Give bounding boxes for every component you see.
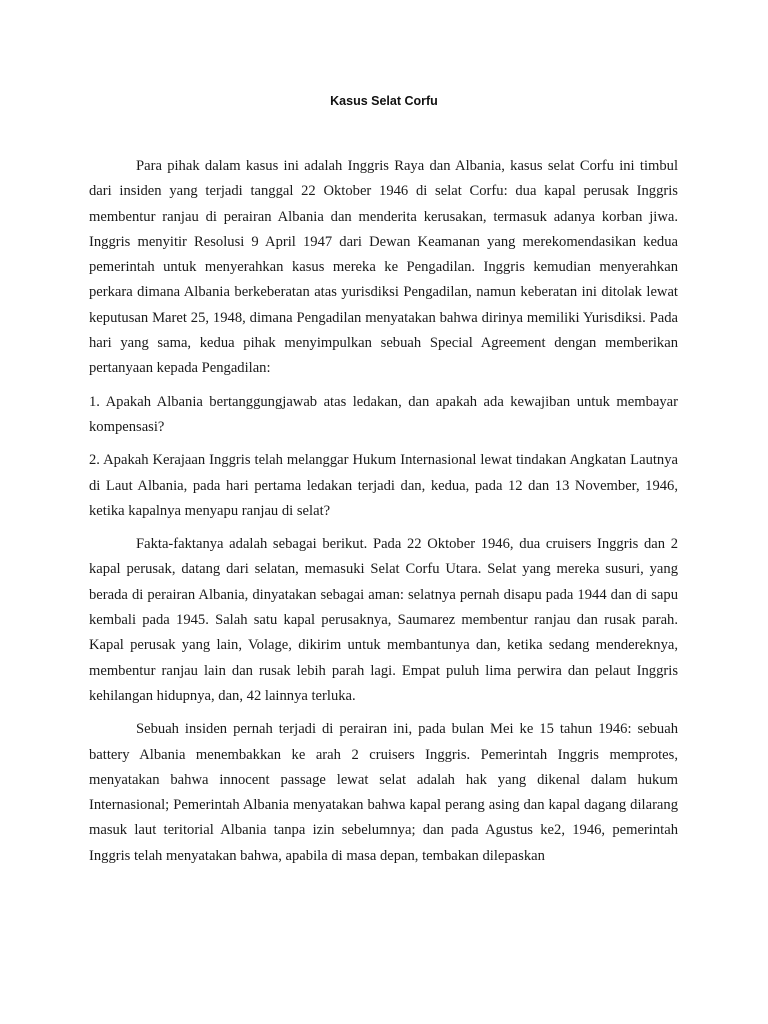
paragraph-question-1: 1. Apakah Albania bertanggungjawab atas ledakan, dan apakah ada kewajiban untuk membayar kompensasi? xyxy=(89,393,678,435)
paragraph-question-2: 2. Apakah Kerajaan Inggris telah melanggar Hukum Internasional lewat tindakan Angkatan Lautnya di Laut Albania, pada hari pertama ledakan terjadi dan, kedua, pada 12 dan 13 November, 1946, ketika kapalnya menyapu ranjau di selat? xyxy=(89,452,678,519)
document-title: Kasus Selat Corfu xyxy=(330,94,438,108)
paragraph-intro: Para pihak dalam kasus ini adalah Inggris Raya dan Albania, kasus selat Corfu ini timbul dari insiden yang terjadi tanggal 22 Oktober 1946 di selat Corfu: dua kapal perusak Inggris membentur ranjau di perairan Albania dan menderita kerusakan, termasuk adanya korban jiwa. Inggris menyitir Resolusi 9 April 1947 dari Dewan Keamanan yang merekomendasikan kedua pemerintah untuk menyerahkan kasus mereka ke Pengadilan. Inggris kemudian menyerahkan perkara dimana Albania berkeberatan atas yurisdiksi Pengadilan, namun keberatan ini ditolak lewat keputusan Maret 25, 1948, dimana Pengadilan menyatakan bahwa dirinya memiliki Yurisdiksi. Pada hari yang sama, kedua pihak menyimpulkan sebuah Special Agreement dengan memberikan pertanyaan kepada Pengadilan: xyxy=(89,158,678,377)
document-body xyxy=(89,154,678,869)
paragraph-incident: Sebuah insiden pernah terjadi di perairan ini, pada bulan Mei ke 15 tahun 1946: sebuah battery Albania menembakkan ke arah 2 cruisers Inggris. Pemerintah Inggris memprotes, menyatakan bahwa innocent passage lewat selat adalah hak yang dikenal dalam hukum Internasional; Pemerintah Albania menyatakan bahwa kapal perang asing dan kapal dagang dilarang masuk laut teritorial Albania tanpa izin sebelumnya; dan pada Agustus ke2, 1946, pemerintah Inggris telah menyatakan bahwa, apabila di masa depan, tembakan dilepaskan xyxy=(89,721,678,864)
paragraph-facts: Fakta-faktanya adalah sebagai berikut. Pada 22 Oktober 1946, dua cruisers Inggris dan 2 kapal perusak, datang dari selatan, memasuki Selat Corfu Utara. Selat yang mereka susuri, yang berada di perairan Albania, dinyatakan sebagai aman: selatnya pernah disapu pada 1944 dan di sapu kembali pada 1945. Salah satu kapal perusaknya, Saumarez membentur ranjau dan rusak parah. Kapal perusak yang lain, Volage, dikirim untuk membantunya dan, ketika sedang mendereknya, membentur ranjau lain dan rusak lebih parah lagi. Empat puluh lima perwira dan pelaut Inggris kehilangan hidupnya, dan, 42 lainnya terluka. xyxy=(89,536,678,704)
